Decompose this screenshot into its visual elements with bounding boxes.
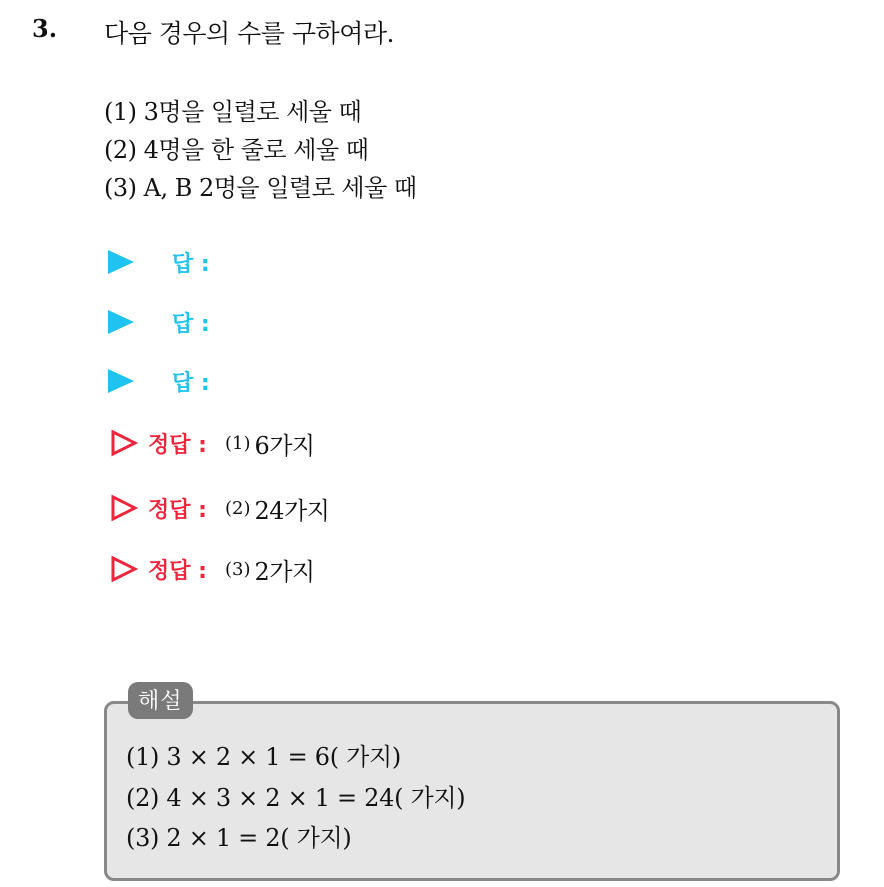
solution-value: 2가지 bbox=[254, 557, 315, 586]
answer-row-3[interactable] bbox=[108, 364, 210, 398]
question-text: 다음 경우의 수를 구하여라. bbox=[104, 19, 394, 48]
play-arrow-icon bbox=[108, 310, 134, 334]
solution-number: (2) bbox=[224, 497, 251, 519]
question-number: 3. bbox=[32, 14, 58, 43]
explanation-badge: 해설 bbox=[128, 682, 193, 719]
answer-row-1[interactable] bbox=[108, 245, 210, 279]
answer-label: 답 : bbox=[172, 251, 210, 277]
explanation-line-3: (3) 2 × 1 = 2( 가지) bbox=[126, 824, 352, 852]
play-arrow-icon bbox=[108, 369, 134, 393]
sub-question-1: (1) 3명을 일렬로 세울 때 bbox=[104, 98, 362, 126]
answer-label: 답 : bbox=[172, 370, 210, 396]
sub-question-3: (3) A, B 2명을 일렬로 세울 때 bbox=[104, 174, 417, 202]
explanation-line-2: (2) 4 × 3 × 2 × 1 = 24( 가지) bbox=[126, 784, 466, 812]
explanation-line-1: (1) 3 × 2 × 1 = 6( 가지) bbox=[126, 743, 401, 771]
triangle-outline-icon bbox=[110, 494, 138, 522]
play-arrow-icon bbox=[108, 250, 134, 274]
answer-label: 답 : bbox=[172, 311, 210, 337]
triangle-outline-icon bbox=[110, 555, 138, 583]
solution-value: 6가지 bbox=[254, 431, 315, 460]
solution-value: 24가지 bbox=[254, 496, 330, 525]
solution-row-2 bbox=[110, 490, 329, 526]
triangle-outline-icon bbox=[110, 429, 138, 457]
sub-question-2: (2) 4명을 한 줄로 세울 때 bbox=[104, 136, 369, 164]
solution-label: 정답 : bbox=[148, 558, 207, 584]
solution-row-3 bbox=[110, 551, 315, 587]
solution-number: (1) bbox=[224, 432, 251, 454]
solution-number: (3) bbox=[224, 558, 251, 580]
solution-row-1 bbox=[110, 425, 315, 461]
answer-row-2[interactable] bbox=[108, 305, 210, 339]
solution-label: 정답 : bbox=[148, 432, 207, 458]
solution-label: 정답 : bbox=[148, 497, 207, 523]
